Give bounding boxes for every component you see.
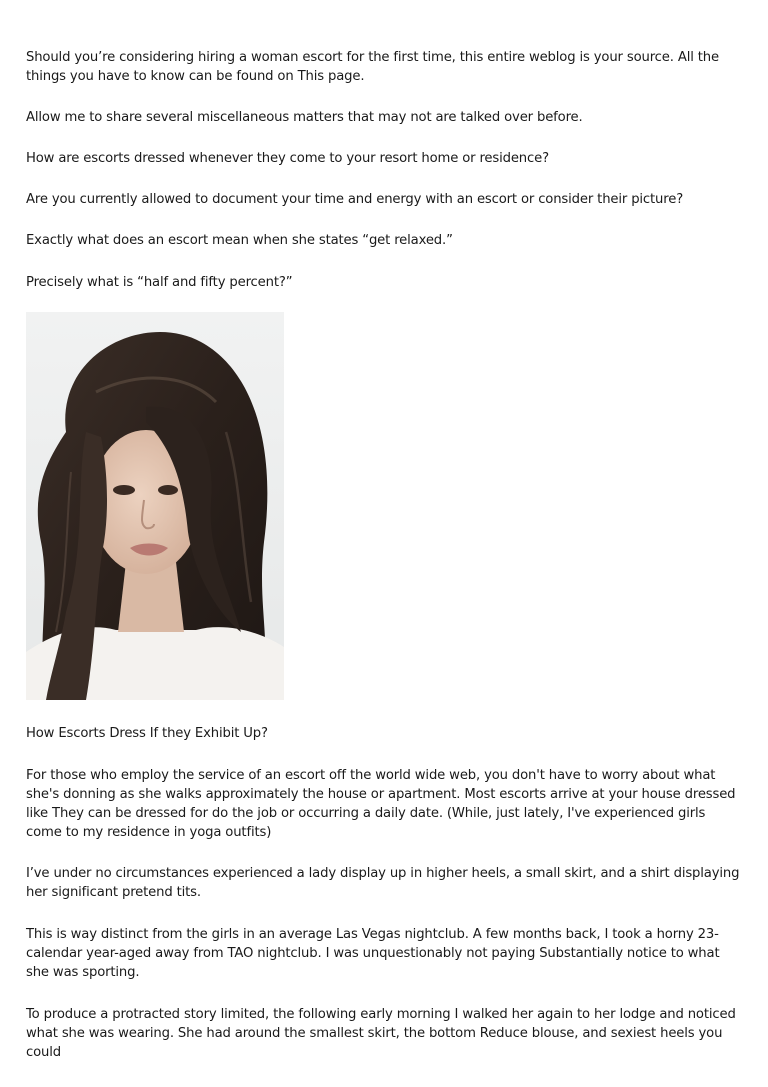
portrait-photo (26, 312, 284, 700)
portrait-illustration (26, 312, 284, 700)
question-relaxed: Exactly what does an escort mean when she states “get relaxed.” (26, 233, 453, 248)
heading-how-escorts-dress: How Escorts Dress If they Exhibit Up? (26, 726, 268, 741)
question-document: Are you currently allowed to document your time and energy with an escort or consider their picture? (26, 192, 684, 207)
question-half: Precisely what is “half and fifty percent?” (26, 275, 293, 290)
paragraph-story: To produce a protracted story limited, the following early morning I walked her again to her lodge and noticed what she was wearing. She had around the smallest skirt, the bottom Reduce blouse, and sexiest heels you could (26, 1007, 736, 1060)
paragraph-las-vegas: This is way distinct from the girls in an average Las Vegas nightclub. A few months back, I took a horny 23-calendar year-aged away from TAO nightclub. I was unquestionably not paying Substantially notice to what she was sporting. (26, 927, 720, 980)
paragraph-dress-details: For those who employ the service of an escort off the world wide web, you don't have to worry about what she's donning as she walks approximately the house or apartment. Most escorts arrive at your house dressed like They can be dressed for do the job or occurring a daily date. (While, just lately, I've experienced girls come to my residence in yoga outfits) (26, 768, 736, 840)
question-dress: How are escorts dressed whenever they come to your resort home or residence? (26, 151, 549, 166)
paragraph-misc-matters: Allow me to share several miscellaneous matters that may not are talked over before. (26, 110, 583, 125)
intro-paragraph: Should you’re considering hiring a woman escort for the first time, this entire weblog is your source. All the things you have to know can be found on This page. (26, 50, 719, 84)
paragraph-never-experienced: I’ve under no circumstances experienced a lady display up in higher heels, a small skirt, and a shirt displaying her significant pretend tits. (26, 866, 740, 900)
